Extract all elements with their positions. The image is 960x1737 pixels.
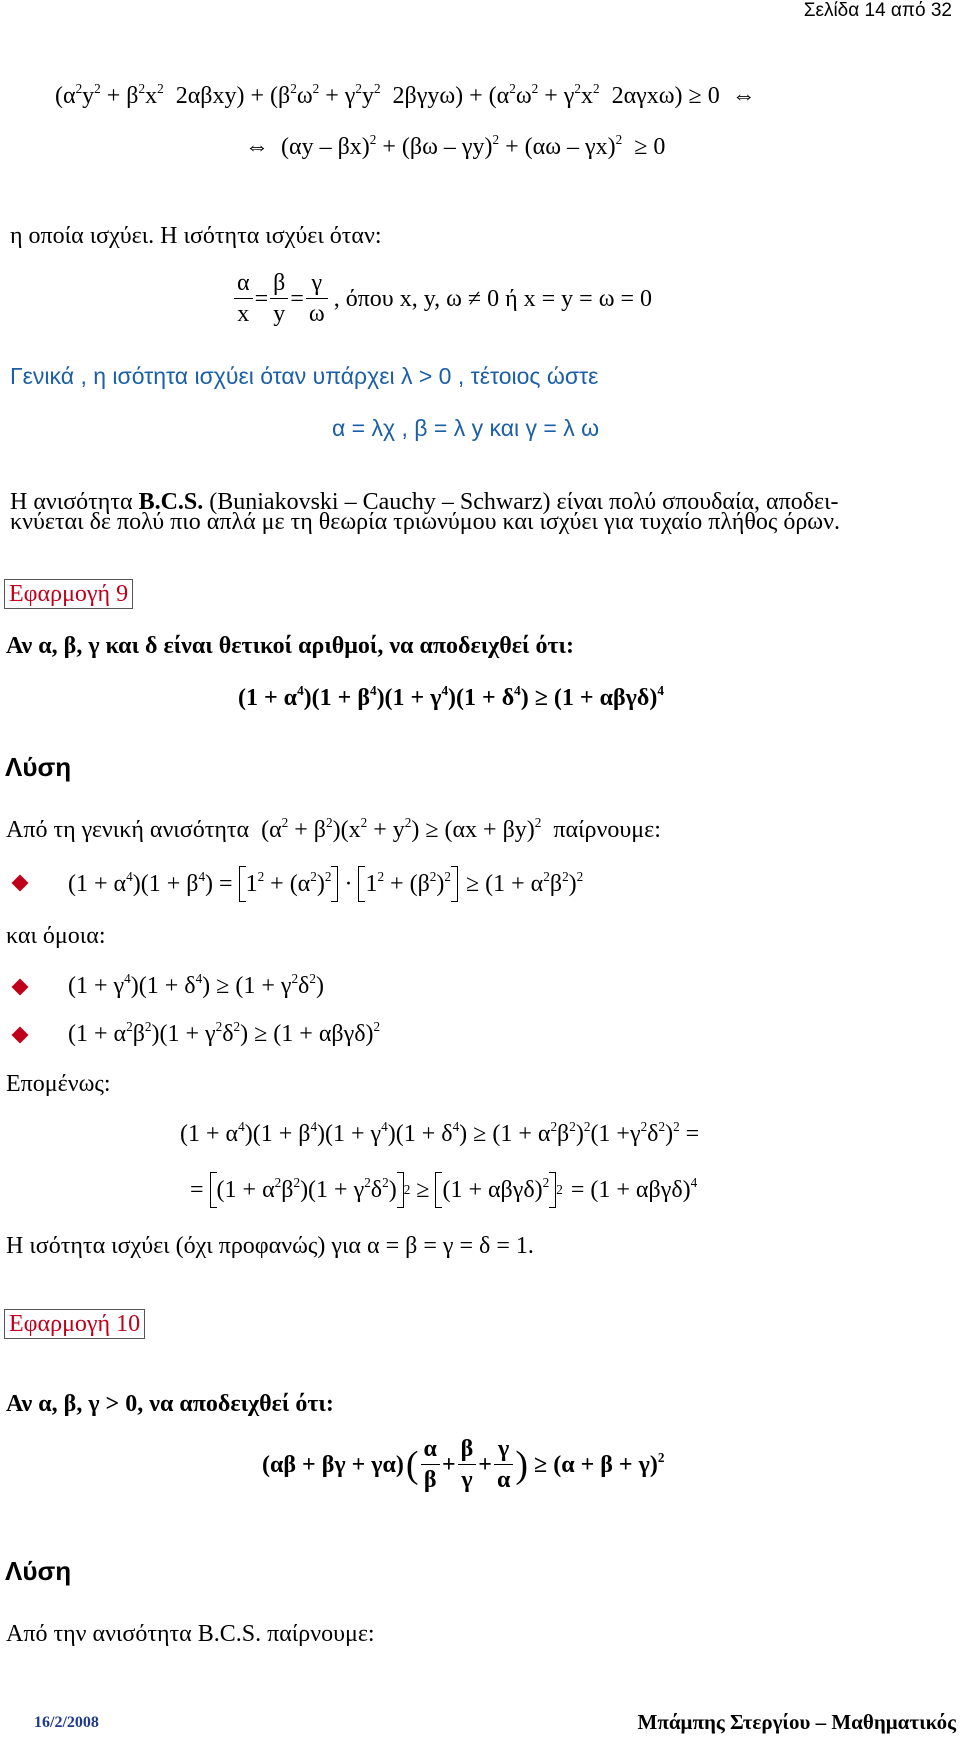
chain-line-2: = $(1 + \alpha^2\beta^2)(1 + \gamma^2\delta^2)$ 2 ≥ $(1 + \alpha\beta\gamma\delta)^2$ 2 = $(1 + \alpha\beta\gamma\delta)^4$ <box>190 1172 697 1208</box>
lambda-equation: α = λχ , β = λ y και γ = λ ω <box>332 415 600 441</box>
application-10-title: Εφαρμογή 10 <box>4 1310 145 1338</box>
similarly-text: και όμοια: <box>6 923 106 949</box>
bcs-line-1: Η ανισότητα B.C.S. (Buniakovski – Cauchy – Schwarz) είναι πολύ σπουδαία, αποδει- <box>10 489 839 515</box>
footer-author: Μπάμπης Στεργίου – Μαθηματικός <box>637 1710 956 1734</box>
application-9-inequality: $(1 + \alpha^4)(1 + \beta^4)(1 + \gamma^4)(1 + \delta^4) \ge (1 + \alpha\beta\gamma\delta)^4$ <box>238 683 664 711</box>
fraction-gamma-omega: $\frac{\gamma}{\omega}$ <box>306 268 328 329</box>
bullet-diamond-1 <box>14 876 26 894</box>
bullet-1-equation: $(1 + \alpha^4)(1 + \beta^4)$ = $1^2 + (\alpha^2)^2$ · $1^2 + (\beta^2)^2$ ≥ $(1 + \alpha^2\beta^2)^2$ <box>68 866 583 902</box>
general-inequality-intro: Από τη γενική ανισότητα $(\alpha^2 + \beta^2)(x^2 + y^2) \ge (\alpha x + \beta y)^2$ παίρνουμε: <box>6 815 661 843</box>
solution-heading-10: Λύση <box>5 1556 72 1586</box>
chain-line-1: $(1 + \alpha^4)(1 + \beta^4)(1 + \gamma^4)(1 + \delta^4) \ge (1 + \alpha^2\beta^2)^2(1 +\gamma^2\delta^2)^2$ = <box>180 1119 700 1147</box>
fraction-alpha-beta: $\frac{\alpha}{\beta}$ <box>421 1434 440 1495</box>
equation-line-1: ($\alpha^2y^2 + \beta^2x^2$ $2\alpha\beta xy) + (\beta^2\omega^2 + \gamma^2y^2$ $2\beta\gamma y\omega) + (\alpha^2\omega^2 + \gamma^2x^2$ 2αγxω) ≥ 0 ⇔ <box>55 81 756 109</box>
fraction-beta-gamma: $\frac{\beta}{\gamma}$ <box>458 1434 477 1495</box>
footer-date: 16/2/2008 <box>34 1714 99 1731</box>
application-9-statement: Αν α, β, γ και δ είναι θετικοί αριθμοί, να αποδειχθεί ότι: <box>6 633 574 659</box>
therefore-text: Επομένως: <box>6 1071 111 1097</box>
solution-heading-9: Λύση <box>5 752 72 782</box>
bullet-2-equation: $(1 + \gamma^4)(1 + \delta^4) \ge (1 + \gamma^2\delta^2)$ <box>68 971 324 999</box>
general-text: Γενικά , η ισότητα ισχύει όταν υπάρχει λ > 0 , τέτοιος ώστε <box>10 363 599 389</box>
bcs-intro-text: Από την ανισότητα B.C.S. παίρνουμε: <box>6 1621 375 1647</box>
fraction-equality: $\frac{\alpha}{x}$ = $\frac{\beta}{y}$ = $\frac{\gamma}{\omega}$ , όπου x, y, ω ≠ 0 ή x = y = ω = 0 <box>232 268 652 329</box>
fraction-beta-y: $\frac{\beta}{y}$ <box>270 268 288 329</box>
bullet-diamond-2 <box>14 980 26 998</box>
application-9-title: Εφαρμογή 9 <box>4 580 133 608</box>
application-10-statement: Αν α, β, γ > 0, να αποδειχθεί ότι: <box>6 1391 334 1417</box>
application-10-inequality: (αβ + βγ + γα) ( $\frac{\alpha}{\beta}$ + $\frac{\beta}{\gamma}$ + $\frac{\gamma}{\alpha}$ ) ≥ $(\alpha + \beta + \gamma)^2$ <box>262 1436 665 1493</box>
equality-condition: Η ισότητα ισχύει (όχι προφανώς) για α = β = γ = δ = 1. <box>6 1233 534 1259</box>
fraction-condition: , όπου x, y, ω ≠ 0 ή x = y = ω = 0 <box>333 285 653 312</box>
equation-line-2: ⇔ (αy – βx)$^2$ + (βω – γy)$^2$ + (αω – γx)$^2$ ≥ 0 <box>245 132 666 160</box>
bullet-3-equation: $(1 + \alpha^2\beta^2)(1 + \gamma^2\delta^2) \ge (1 + \alpha\beta\gamma\delta)^2$ <box>68 1019 381 1047</box>
fraction-gamma-alpha: $\frac{\gamma}{\alpha}$ <box>494 1434 513 1495</box>
holds-text: η οποία ισχύει. Η ισότητα ισχύει όταν: <box>10 223 382 249</box>
page-number-label: Σελίδα 14 από 32 <box>803 0 952 21</box>
fraction-alpha-x: $\frac{\alpha}{x}$ <box>234 268 253 329</box>
bullet-diamond-3 <box>14 1028 26 1046</box>
bcs-paragraph-second-line: κνύεται δε πολύ πιο απλά με τη θεωρία τριωνύμου και ισχύει για τυχαίο πλήθος όρων. <box>10 509 840 535</box>
